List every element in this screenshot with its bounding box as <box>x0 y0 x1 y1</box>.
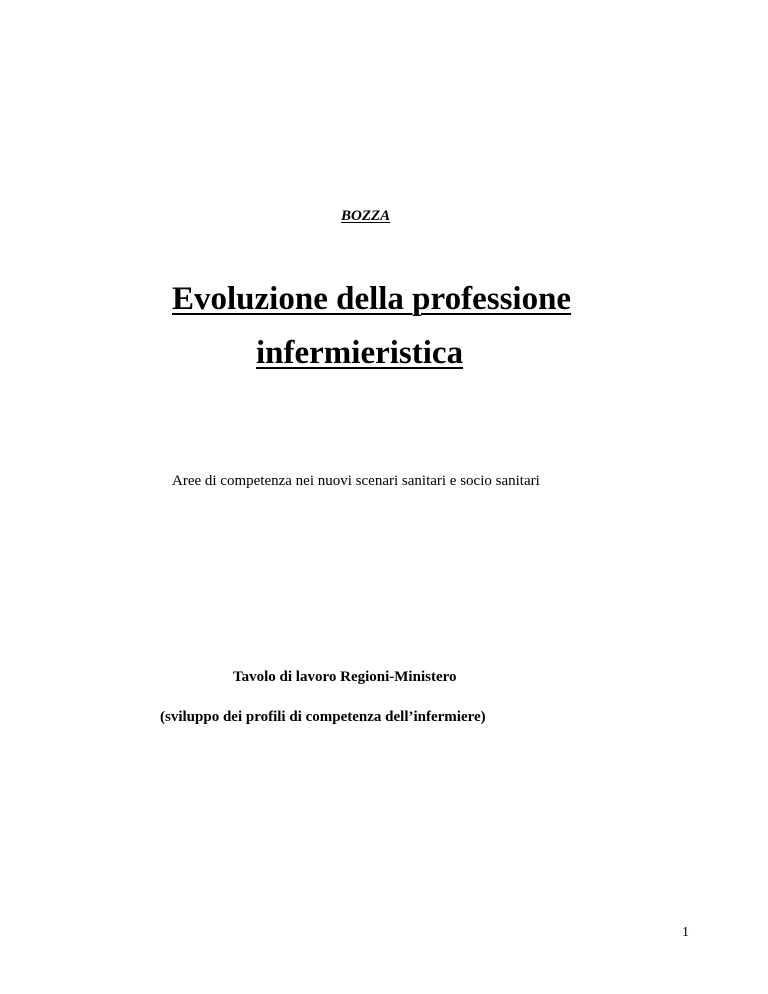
draft-label: BOZZA <box>341 208 391 224</box>
document-title-line-1: Evoluzione della professione <box>172 281 572 317</box>
workgroup-name: Tavolo di lavoro Regioni-Ministero <box>233 669 457 685</box>
document-subtitle: Aree di competenza nei nuovi scenari sanitari e socio sanitari <box>172 473 540 489</box>
page-number: 1 <box>682 925 689 940</box>
document-title-line-2: infermieristica <box>256 335 464 371</box>
workgroup-description: (sviluppo dei profili di competenza dell’infermiere) <box>160 709 486 725</box>
